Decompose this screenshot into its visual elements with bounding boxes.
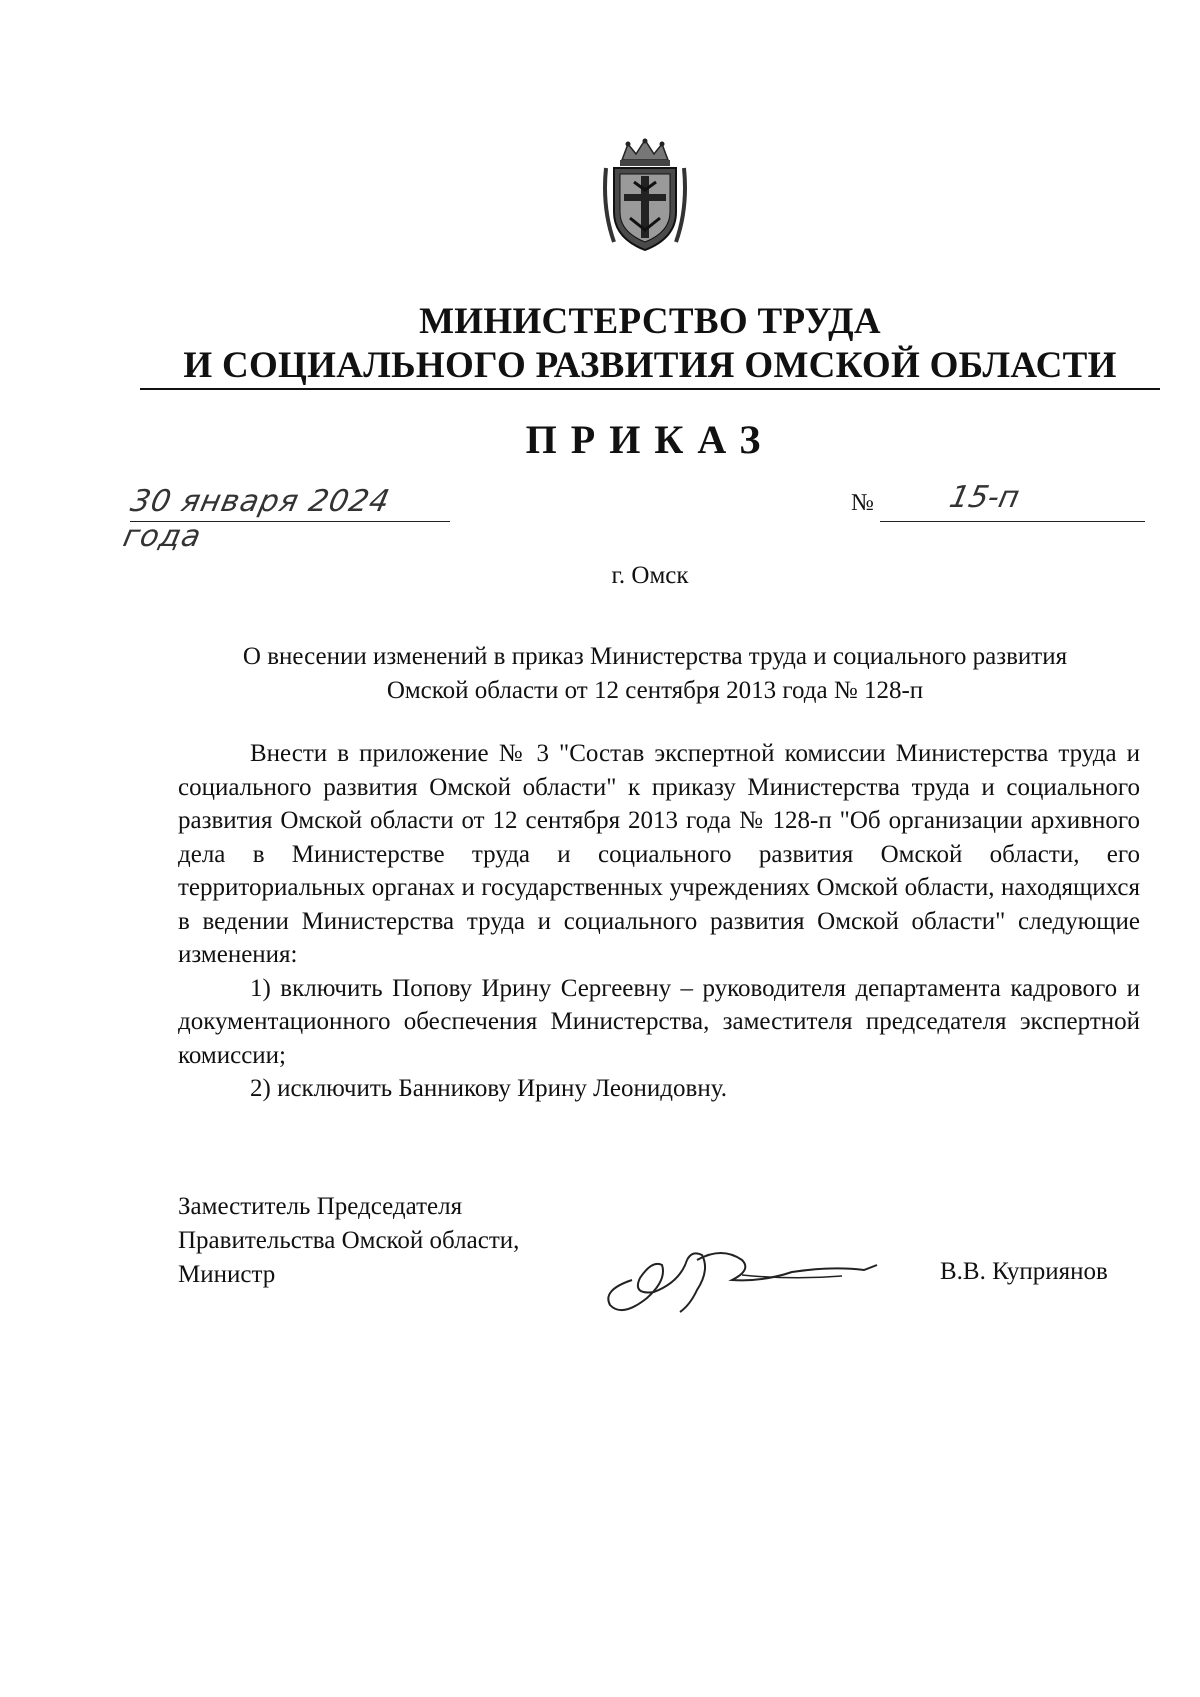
city: г. Омск: [611, 562, 689, 589]
ministry-name: [140, 300, 1160, 388]
body-paragraph: Внести в приложение № 3 "Состав экспертной комиссии Министерства труда и социального развития Омской области" к приказу Министерства труда и социального развития Омской области от 12 сентября 2013 года № 128-п "Об организации архивного дела в Министерстве труда и социального развития Омской области, его территориальных органах и государственных учреждениях Омской области, находящихся в ведении Министерства труда и социального развития Омской области" следующие изменения:: [178, 740, 1140, 968]
number-underline: [880, 521, 1145, 522]
body-paragraph: 1) включить Попову Ирину Сергеевну – руководителя департамента кадрового и документационного обеспечения Министерства, заместителя председателя экспертной комиссии;: [178, 974, 1140, 1069]
handwritten-date: 30 января 2024 года: [120, 484, 394, 554]
order-subject: [175, 640, 1135, 708]
body-paragraph: 2) исключить Банникову Ирину Леонидовну.: [250, 1075, 727, 1102]
handwritten-number: 15-п: [946, 480, 1023, 515]
order-body: [178, 737, 1140, 1106]
signatory-title-line-2: Правительства Омской области,: [178, 1227, 520, 1254]
number-sign: №: [851, 490, 874, 516]
signatory-name: В.В. Куприянов: [940, 1258, 1108, 1285]
subject-line-2: Омской области от 12 сентября 2013 года № 128-п: [386, 677, 924, 704]
ministry-line-2: И СОЦИАЛЬНОГО РАЗВИТИЯ ОМСКОЙ ОБЛАСТИ: [183, 345, 1117, 386]
ministry-line-1: МИНИСТЕРСТВО ТРУДА: [419, 301, 881, 342]
handwritten-signature-icon: [592, 1220, 902, 1320]
signatory-title: [178, 1190, 519, 1292]
signatory-title-line-3: Министр: [178, 1261, 276, 1288]
signatory-title-line-1: Заместитель Председателя: [178, 1193, 463, 1220]
document-type: ПРИКАЗ: [525, 417, 775, 462]
header-rule: [140, 388, 1160, 390]
coat-of-arms-icon: [600, 138, 690, 256]
date-underline: [130, 521, 450, 522]
subject-line-1: О внесении изменений в приказ Министерства труда и социального развития: [242, 643, 1068, 670]
